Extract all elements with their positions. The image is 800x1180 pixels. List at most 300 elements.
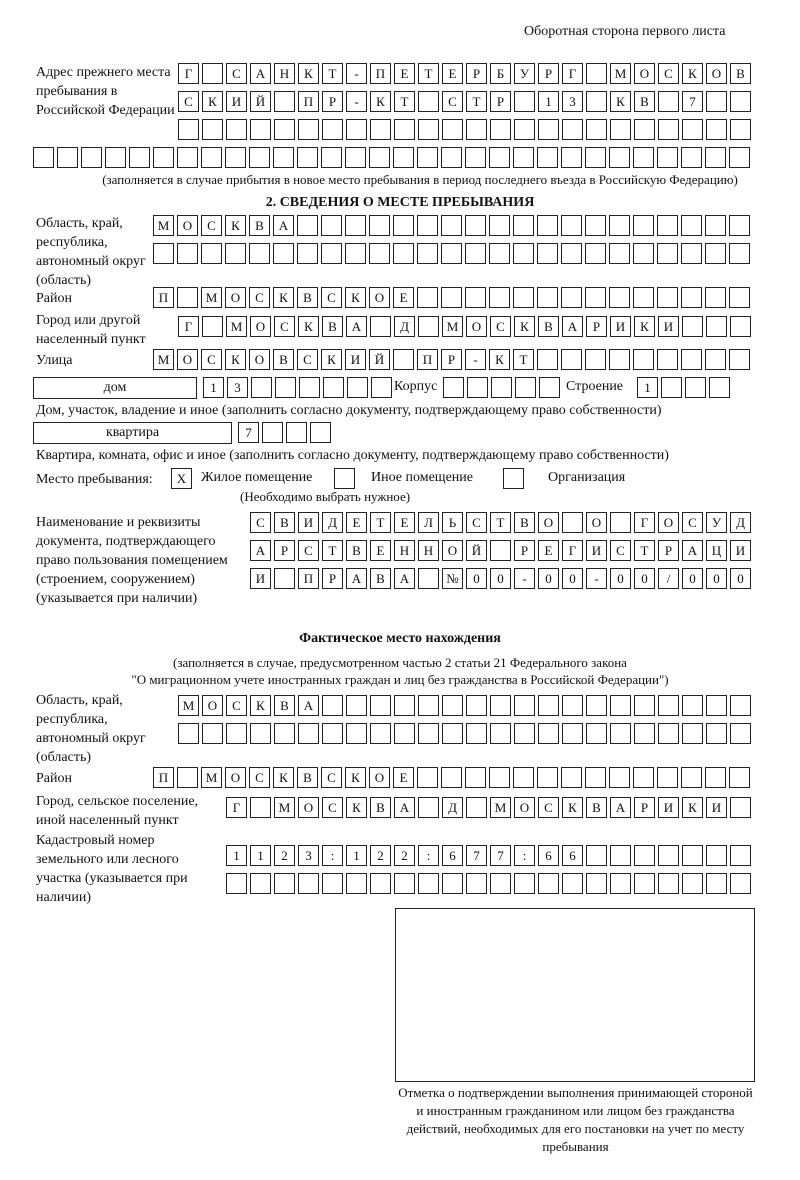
char-cell[interactable]: С: [249, 287, 270, 308]
char-cell[interactable]: [514, 119, 535, 140]
char-cell[interactable]: П: [153, 767, 174, 788]
char-cell[interactable]: [417, 243, 438, 264]
char-cell[interactable]: [537, 215, 558, 236]
char-cell[interactable]: В: [514, 512, 535, 533]
char-cell[interactable]: И: [345, 349, 366, 370]
char-cell[interactable]: [610, 845, 631, 866]
char-cell[interactable]: :: [322, 845, 343, 866]
char-cell[interactable]: Р: [441, 349, 462, 370]
char-cell[interactable]: [226, 873, 247, 894]
char-cell[interactable]: А: [394, 568, 415, 589]
char-cell[interactable]: Г: [178, 63, 199, 84]
char-cell[interactable]: [441, 215, 462, 236]
char-cell[interactable]: К: [273, 767, 294, 788]
char-cell[interactable]: [682, 873, 703, 894]
char-cell[interactable]: И: [706, 797, 727, 818]
char-cell[interactable]: [706, 119, 727, 140]
char-cell[interactable]: 2: [274, 845, 295, 866]
char-cell[interactable]: [513, 215, 534, 236]
char-cell[interactable]: [489, 287, 510, 308]
char-cell[interactable]: [321, 243, 342, 264]
char-cell[interactable]: А: [682, 540, 703, 561]
char-cell[interactable]: [369, 147, 390, 168]
char-cell[interactable]: К: [250, 695, 271, 716]
char-cell[interactable]: С: [201, 349, 222, 370]
char-cell[interactable]: К: [345, 767, 366, 788]
char-cell[interactable]: [418, 568, 439, 589]
char-cell[interactable]: [250, 873, 271, 894]
char-cell[interactable]: 1: [346, 845, 367, 866]
char-cell[interactable]: [465, 215, 486, 236]
char-cell[interactable]: [345, 243, 366, 264]
char-cell[interactable]: /: [658, 568, 679, 589]
char-cell[interactable]: [370, 316, 391, 337]
char-cell[interactable]: Д: [394, 316, 415, 337]
char-cell[interactable]: С: [298, 540, 319, 561]
char-cell[interactable]: -: [514, 568, 535, 589]
char-cell[interactable]: [347, 377, 368, 398]
char-cell[interactable]: [297, 215, 318, 236]
char-cell[interactable]: [515, 377, 536, 398]
char-cell[interactable]: Й: [369, 349, 390, 370]
char-cell[interactable]: [371, 377, 392, 398]
char-cell[interactable]: О: [225, 767, 246, 788]
char-cell[interactable]: К: [610, 91, 631, 112]
char-cell[interactable]: [202, 316, 223, 337]
char-cell[interactable]: У: [706, 512, 727, 533]
char-cell[interactable]: Р: [538, 63, 559, 84]
char-cell[interactable]: [490, 119, 511, 140]
char-cell[interactable]: [730, 797, 751, 818]
char-cell[interactable]: [729, 349, 750, 370]
char-cell[interactable]: [681, 287, 702, 308]
char-cell[interactable]: М: [153, 215, 174, 236]
char-cell[interactable]: [537, 287, 558, 308]
char-cell[interactable]: [226, 723, 247, 744]
char-cell[interactable]: [490, 695, 511, 716]
char-cell[interactable]: В: [297, 767, 318, 788]
char-cell[interactable]: [609, 243, 630, 264]
char-cell[interactable]: [657, 349, 678, 370]
char-cell[interactable]: [730, 316, 751, 337]
char-cell[interactable]: М: [201, 287, 222, 308]
char-cell[interactable]: [251, 377, 272, 398]
char-cell[interactable]: 1: [226, 845, 247, 866]
char-cell[interactable]: [225, 243, 246, 264]
char-cell[interactable]: [634, 873, 655, 894]
char-cell[interactable]: [585, 767, 606, 788]
option-checkbox-organization[interactable]: [503, 468, 524, 489]
char-cell[interactable]: А: [610, 797, 631, 818]
char-cell[interactable]: [322, 119, 343, 140]
char-cell[interactable]: [610, 873, 631, 894]
char-cell[interactable]: [514, 723, 535, 744]
char-cell[interactable]: [394, 723, 415, 744]
char-cell[interactable]: [705, 767, 726, 788]
char-cell[interactable]: В: [274, 512, 295, 533]
char-cell[interactable]: [633, 349, 654, 370]
char-cell[interactable]: [586, 119, 607, 140]
char-cell[interactable]: 6: [442, 845, 463, 866]
char-cell[interactable]: [682, 316, 703, 337]
char-cell[interactable]: Е: [393, 287, 414, 308]
char-cell[interactable]: [177, 243, 198, 264]
char-cell[interactable]: И: [658, 316, 679, 337]
char-cell[interactable]: [465, 767, 486, 788]
char-cell[interactable]: В: [346, 540, 367, 561]
char-cell[interactable]: Ь: [442, 512, 463, 533]
char-cell[interactable]: [562, 695, 583, 716]
char-cell[interactable]: [441, 287, 462, 308]
char-cell[interactable]: О: [466, 316, 487, 337]
char-cell[interactable]: А: [273, 215, 294, 236]
char-cell[interactable]: 0: [538, 568, 559, 589]
char-cell[interactable]: М: [274, 797, 295, 818]
char-cell[interactable]: 6: [562, 845, 583, 866]
char-cell[interactable]: Г: [634, 512, 655, 533]
char-cell[interactable]: 0: [610, 568, 631, 589]
char-cell[interactable]: П: [298, 91, 319, 112]
char-cell[interactable]: :: [418, 845, 439, 866]
char-cell[interactable]: [682, 845, 703, 866]
char-cell[interactable]: О: [369, 767, 390, 788]
char-cell[interactable]: А: [250, 540, 271, 561]
char-cell[interactable]: М: [178, 695, 199, 716]
char-cell[interactable]: [442, 873, 463, 894]
char-cell[interactable]: [441, 243, 462, 264]
char-cell[interactable]: С: [201, 215, 222, 236]
char-cell[interactable]: 0: [562, 568, 583, 589]
char-cell[interactable]: К: [489, 349, 510, 370]
char-cell[interactable]: [585, 349, 606, 370]
char-cell[interactable]: 7: [238, 422, 259, 443]
char-cell[interactable]: К: [682, 797, 703, 818]
char-cell[interactable]: [441, 147, 462, 168]
char-cell[interactable]: [177, 147, 198, 168]
char-cell[interactable]: С: [658, 63, 679, 84]
char-cell[interactable]: [489, 215, 510, 236]
char-cell[interactable]: -: [346, 91, 367, 112]
char-cell[interactable]: С: [249, 767, 270, 788]
char-cell[interactable]: [250, 723, 271, 744]
char-cell[interactable]: П: [370, 63, 391, 84]
char-cell[interactable]: П: [298, 568, 319, 589]
char-cell[interactable]: [490, 723, 511, 744]
char-cell[interactable]: [489, 243, 510, 264]
char-cell[interactable]: О: [442, 540, 463, 561]
option-checkbox-residential[interactable]: X: [171, 468, 192, 489]
char-cell[interactable]: О: [177, 215, 198, 236]
char-cell[interactable]: [537, 243, 558, 264]
char-cell[interactable]: С: [274, 316, 295, 337]
char-cell[interactable]: [709, 377, 730, 398]
char-cell[interactable]: [658, 845, 679, 866]
char-cell[interactable]: [681, 215, 702, 236]
char-cell[interactable]: [286, 422, 307, 443]
char-cell[interactable]: [298, 723, 319, 744]
char-cell[interactable]: [586, 845, 607, 866]
char-cell[interactable]: [393, 349, 414, 370]
char-cell[interactable]: -: [346, 63, 367, 84]
char-cell[interactable]: [585, 147, 606, 168]
char-cell[interactable]: [466, 873, 487, 894]
char-cell[interactable]: Е: [394, 512, 415, 533]
char-cell[interactable]: [706, 91, 727, 112]
char-cell[interactable]: [105, 147, 126, 168]
char-cell[interactable]: [585, 243, 606, 264]
char-cell[interactable]: [562, 512, 583, 533]
char-cell[interactable]: 0: [682, 568, 703, 589]
char-cell[interactable]: С: [250, 512, 271, 533]
char-cell[interactable]: Т: [490, 512, 511, 533]
char-cell[interactable]: [370, 119, 391, 140]
char-cell[interactable]: [370, 695, 391, 716]
char-cell[interactable]: И: [658, 797, 679, 818]
char-cell[interactable]: М: [442, 316, 463, 337]
char-cell[interactable]: [417, 767, 438, 788]
char-cell[interactable]: [682, 119, 703, 140]
char-cell[interactable]: С: [226, 63, 247, 84]
char-cell[interactable]: Р: [586, 316, 607, 337]
char-cell[interactable]: [561, 349, 582, 370]
char-cell[interactable]: В: [273, 349, 294, 370]
char-cell[interactable]: [681, 147, 702, 168]
char-cell[interactable]: [226, 119, 247, 140]
char-cell[interactable]: [537, 349, 558, 370]
char-cell[interactable]: [370, 873, 391, 894]
char-cell[interactable]: [297, 243, 318, 264]
char-cell[interactable]: [201, 243, 222, 264]
char-cell[interactable]: [442, 723, 463, 744]
char-cell[interactable]: [178, 723, 199, 744]
char-cell[interactable]: К: [202, 91, 223, 112]
char-cell[interactable]: [730, 695, 751, 716]
char-cell[interactable]: [273, 243, 294, 264]
char-cell[interactable]: [465, 147, 486, 168]
char-cell[interactable]: [33, 147, 54, 168]
char-cell[interactable]: [321, 215, 342, 236]
char-cell[interactable]: [730, 119, 751, 140]
char-cell[interactable]: И: [586, 540, 607, 561]
char-cell[interactable]: [633, 287, 654, 308]
char-cell[interactable]: В: [249, 215, 270, 236]
char-cell[interactable]: [514, 873, 535, 894]
char-cell[interactable]: [418, 723, 439, 744]
char-cell[interactable]: [273, 147, 294, 168]
char-cell[interactable]: [465, 287, 486, 308]
char-cell[interactable]: [418, 797, 439, 818]
char-cell[interactable]: С: [538, 797, 559, 818]
char-cell[interactable]: [250, 119, 271, 140]
char-cell[interactable]: [177, 767, 198, 788]
char-cell[interactable]: №: [442, 568, 463, 589]
char-cell[interactable]: Д: [442, 797, 463, 818]
char-cell[interactable]: [57, 147, 78, 168]
char-cell[interactable]: А: [394, 797, 415, 818]
char-cell[interactable]: В: [370, 568, 391, 589]
char-cell[interactable]: [153, 147, 174, 168]
char-cell[interactable]: В: [370, 797, 391, 818]
char-cell[interactable]: [661, 377, 682, 398]
char-cell[interactable]: О: [202, 695, 223, 716]
option-checkbox-other[interactable]: [334, 468, 355, 489]
char-cell[interactable]: [443, 377, 464, 398]
char-cell[interactable]: 7: [682, 91, 703, 112]
char-cell[interactable]: [537, 767, 558, 788]
char-cell[interactable]: [609, 147, 630, 168]
char-cell[interactable]: [513, 767, 534, 788]
char-cell[interactable]: [418, 695, 439, 716]
char-cell[interactable]: Т: [513, 349, 534, 370]
char-cell[interactable]: 6: [538, 845, 559, 866]
char-cell[interactable]: [657, 287, 678, 308]
char-cell[interactable]: [466, 695, 487, 716]
char-cell[interactable]: А: [346, 316, 367, 337]
char-cell[interactable]: [729, 147, 750, 168]
char-cell[interactable]: [514, 91, 535, 112]
char-cell[interactable]: [634, 119, 655, 140]
char-cell[interactable]: С: [490, 316, 511, 337]
char-cell[interactable]: [561, 767, 582, 788]
char-cell[interactable]: [730, 873, 751, 894]
char-cell[interactable]: [682, 695, 703, 716]
char-cell[interactable]: [586, 63, 607, 84]
char-cell[interactable]: [346, 873, 367, 894]
char-cell[interactable]: А: [250, 63, 271, 84]
char-cell[interactable]: В: [586, 797, 607, 818]
char-cell[interactable]: А: [298, 695, 319, 716]
char-cell[interactable]: Ц: [706, 540, 727, 561]
char-cell[interactable]: К: [370, 91, 391, 112]
char-cell[interactable]: [323, 377, 344, 398]
char-cell[interactable]: [561, 215, 582, 236]
char-cell[interactable]: Е: [346, 512, 367, 533]
char-cell[interactable]: К: [346, 797, 367, 818]
char-cell[interactable]: А: [562, 316, 583, 337]
char-cell[interactable]: Е: [538, 540, 559, 561]
char-cell[interactable]: [490, 540, 511, 561]
char-cell[interactable]: С: [178, 91, 199, 112]
char-cell[interactable]: [634, 695, 655, 716]
char-cell[interactable]: [539, 377, 560, 398]
char-cell[interactable]: [394, 695, 415, 716]
char-cell[interactable]: 7: [466, 845, 487, 866]
char-cell[interactable]: Г: [562, 63, 583, 84]
char-cell[interactable]: [513, 287, 534, 308]
char-cell[interactable]: [298, 119, 319, 140]
char-cell[interactable]: [262, 422, 283, 443]
char-cell[interactable]: К: [634, 316, 655, 337]
char-cell[interactable]: Б: [490, 63, 511, 84]
char-cell[interactable]: [562, 723, 583, 744]
char-cell[interactable]: У: [514, 63, 535, 84]
char-cell[interactable]: М: [226, 316, 247, 337]
char-cell[interactable]: [706, 873, 727, 894]
char-cell[interactable]: И: [226, 91, 247, 112]
char-cell[interactable]: [202, 119, 223, 140]
char-cell[interactable]: [513, 243, 534, 264]
char-cell[interactable]: [274, 568, 295, 589]
char-cell[interactable]: 1: [538, 91, 559, 112]
char-cell[interactable]: С: [226, 695, 247, 716]
char-cell[interactable]: [585, 287, 606, 308]
char-cell[interactable]: [705, 287, 726, 308]
char-cell[interactable]: [417, 215, 438, 236]
char-cell[interactable]: [610, 512, 631, 533]
char-cell[interactable]: [610, 695, 631, 716]
char-cell[interactable]: [299, 377, 320, 398]
char-cell[interactable]: [706, 695, 727, 716]
char-cell[interactable]: Й: [466, 540, 487, 561]
char-cell[interactable]: Т: [394, 91, 415, 112]
char-cell[interactable]: С: [321, 767, 342, 788]
char-cell[interactable]: И: [298, 512, 319, 533]
char-cell[interactable]: [562, 119, 583, 140]
char-cell[interactable]: [466, 119, 487, 140]
char-cell[interactable]: [633, 243, 654, 264]
char-cell[interactable]: [345, 147, 366, 168]
char-cell[interactable]: С: [610, 540, 631, 561]
char-cell[interactable]: -: [586, 568, 607, 589]
char-cell[interactable]: Т: [634, 540, 655, 561]
char-cell[interactable]: Р: [322, 568, 343, 589]
char-cell[interactable]: [513, 147, 534, 168]
char-cell[interactable]: О: [249, 349, 270, 370]
char-cell[interactable]: О: [634, 63, 655, 84]
char-cell[interactable]: В: [730, 63, 751, 84]
char-cell[interactable]: И: [250, 568, 271, 589]
char-cell[interactable]: [538, 695, 559, 716]
char-cell[interactable]: 2: [370, 845, 391, 866]
char-cell[interactable]: П: [417, 349, 438, 370]
char-cell[interactable]: [346, 723, 367, 744]
char-cell[interactable]: [346, 695, 367, 716]
char-cell[interactable]: [634, 723, 655, 744]
char-cell[interactable]: Р: [322, 91, 343, 112]
char-cell[interactable]: :: [514, 845, 535, 866]
char-cell[interactable]: 0: [490, 568, 511, 589]
char-cell[interactable]: [538, 119, 559, 140]
char-cell[interactable]: [297, 147, 318, 168]
char-cell[interactable]: [418, 873, 439, 894]
char-cell[interactable]: Р: [274, 540, 295, 561]
char-cell[interactable]: Т: [322, 540, 343, 561]
char-cell[interactable]: [489, 147, 510, 168]
char-cell[interactable]: [561, 147, 582, 168]
char-cell[interactable]: С: [321, 287, 342, 308]
char-cell[interactable]: [322, 723, 343, 744]
char-cell[interactable]: Р: [634, 797, 655, 818]
flat-type-field[interactable]: квартира: [33, 422, 232, 444]
char-cell[interactable]: К: [298, 63, 319, 84]
char-cell[interactable]: И: [610, 316, 631, 337]
char-cell[interactable]: К: [562, 797, 583, 818]
char-cell[interactable]: [609, 349, 630, 370]
char-cell[interactable]: Т: [466, 91, 487, 112]
char-cell[interactable]: [706, 316, 727, 337]
char-cell[interactable]: [466, 723, 487, 744]
char-cell[interactable]: [562, 873, 583, 894]
char-cell[interactable]: [685, 377, 706, 398]
char-cell[interactable]: [538, 723, 559, 744]
char-cell[interactable]: [250, 797, 271, 818]
char-cell[interactable]: М: [490, 797, 511, 818]
char-cell[interactable]: [609, 287, 630, 308]
char-cell[interactable]: [681, 349, 702, 370]
char-cell[interactable]: О: [706, 63, 727, 84]
char-cell[interactable]: [465, 243, 486, 264]
char-cell[interactable]: [202, 723, 223, 744]
